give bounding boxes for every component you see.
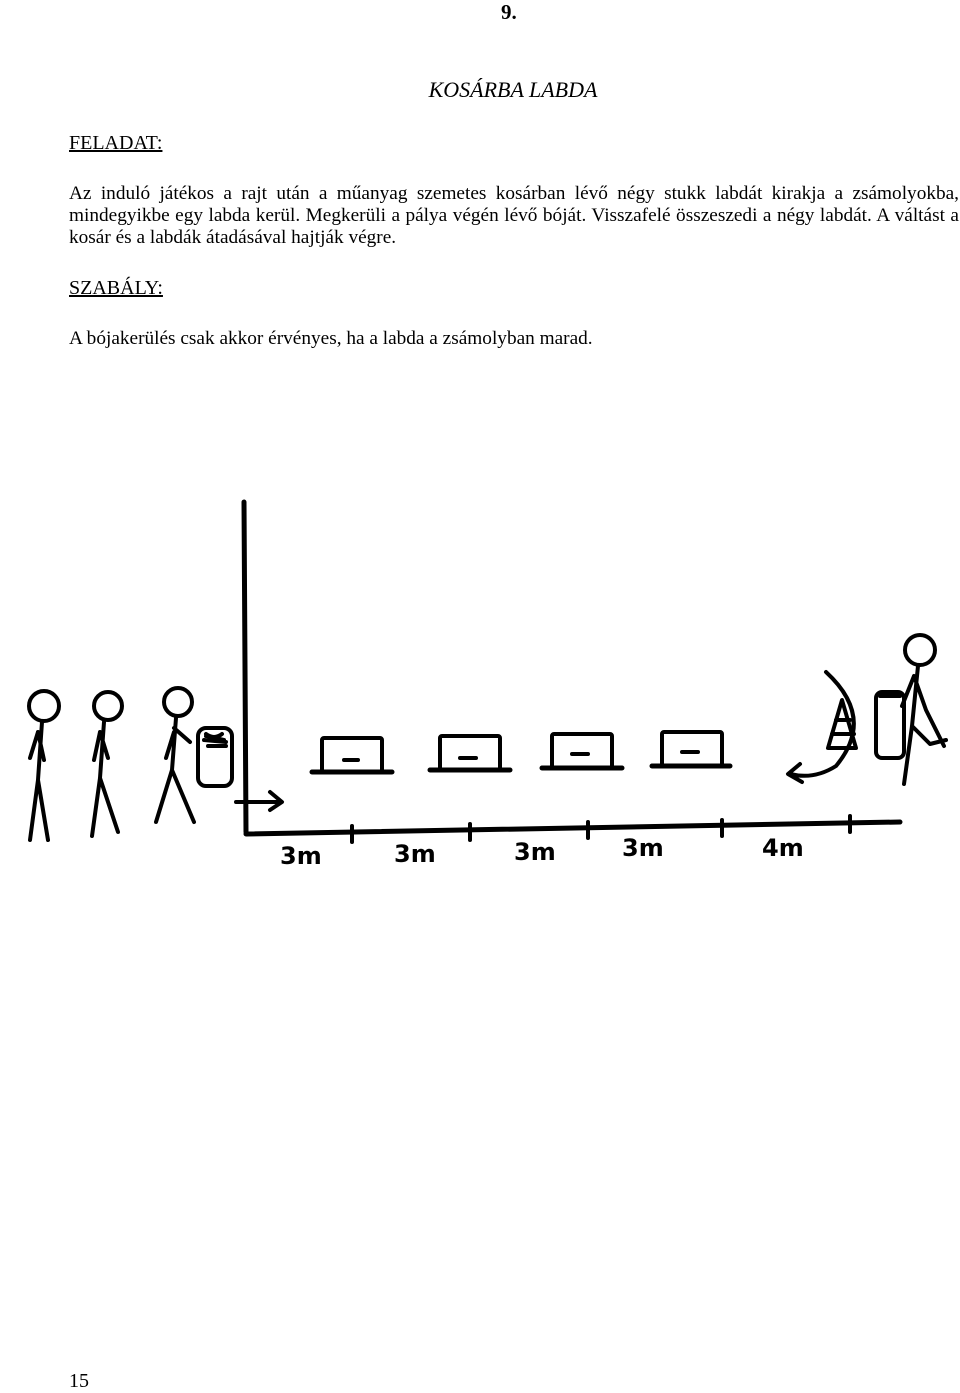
returning-player-icon [876,635,946,784]
stool-with-ball-icon [542,734,622,768]
start-arrow-icon [236,792,282,810]
footer-page-number: 15 [69,1370,89,1392]
distance-label: 4m [762,834,804,862]
relay-diagram [0,470,960,890]
starting-player-icon [156,688,232,822]
ground-line [246,822,900,834]
page-number: 9. [501,0,517,24]
distance-label: 3m [394,840,436,868]
distance-label: 3m [514,838,556,866]
task-heading: FELADAT: [69,132,163,154]
page-title: KOSÁRBA LABDA [428,77,598,102]
waiting-player-icon [92,692,122,836]
stool-with-ball-icon [430,736,510,770]
stool-with-ball-icon [312,738,392,772]
distance-label: 3m [622,834,664,862]
waiting-player-icon [29,691,59,840]
distance-label: 3m [280,842,322,870]
rule-heading: SZABÁLY: [69,277,163,299]
stool-with-ball-icon [652,732,730,766]
task-text: Az induló játékos a rajt után a műanyag szemetes kosárban lévő négy stukk labdát kirakja a zsámolyokba, mindegyikbe egy labda kerül. Megkerüli a pálya végén lévő bóját. Visszafelé összeszedi a négy labdát. A váltást a kosár és a labdák átadásával hajtják végre. [69,183,959,248]
start-line [244,502,246,832]
turn-arrow-icon [788,672,854,782]
rule-text: A bójakerülés csak akkor érvényes, ha a labda a zsámolyban marad. [69,328,593,349]
relay-diagram-drawing [0,470,960,890]
